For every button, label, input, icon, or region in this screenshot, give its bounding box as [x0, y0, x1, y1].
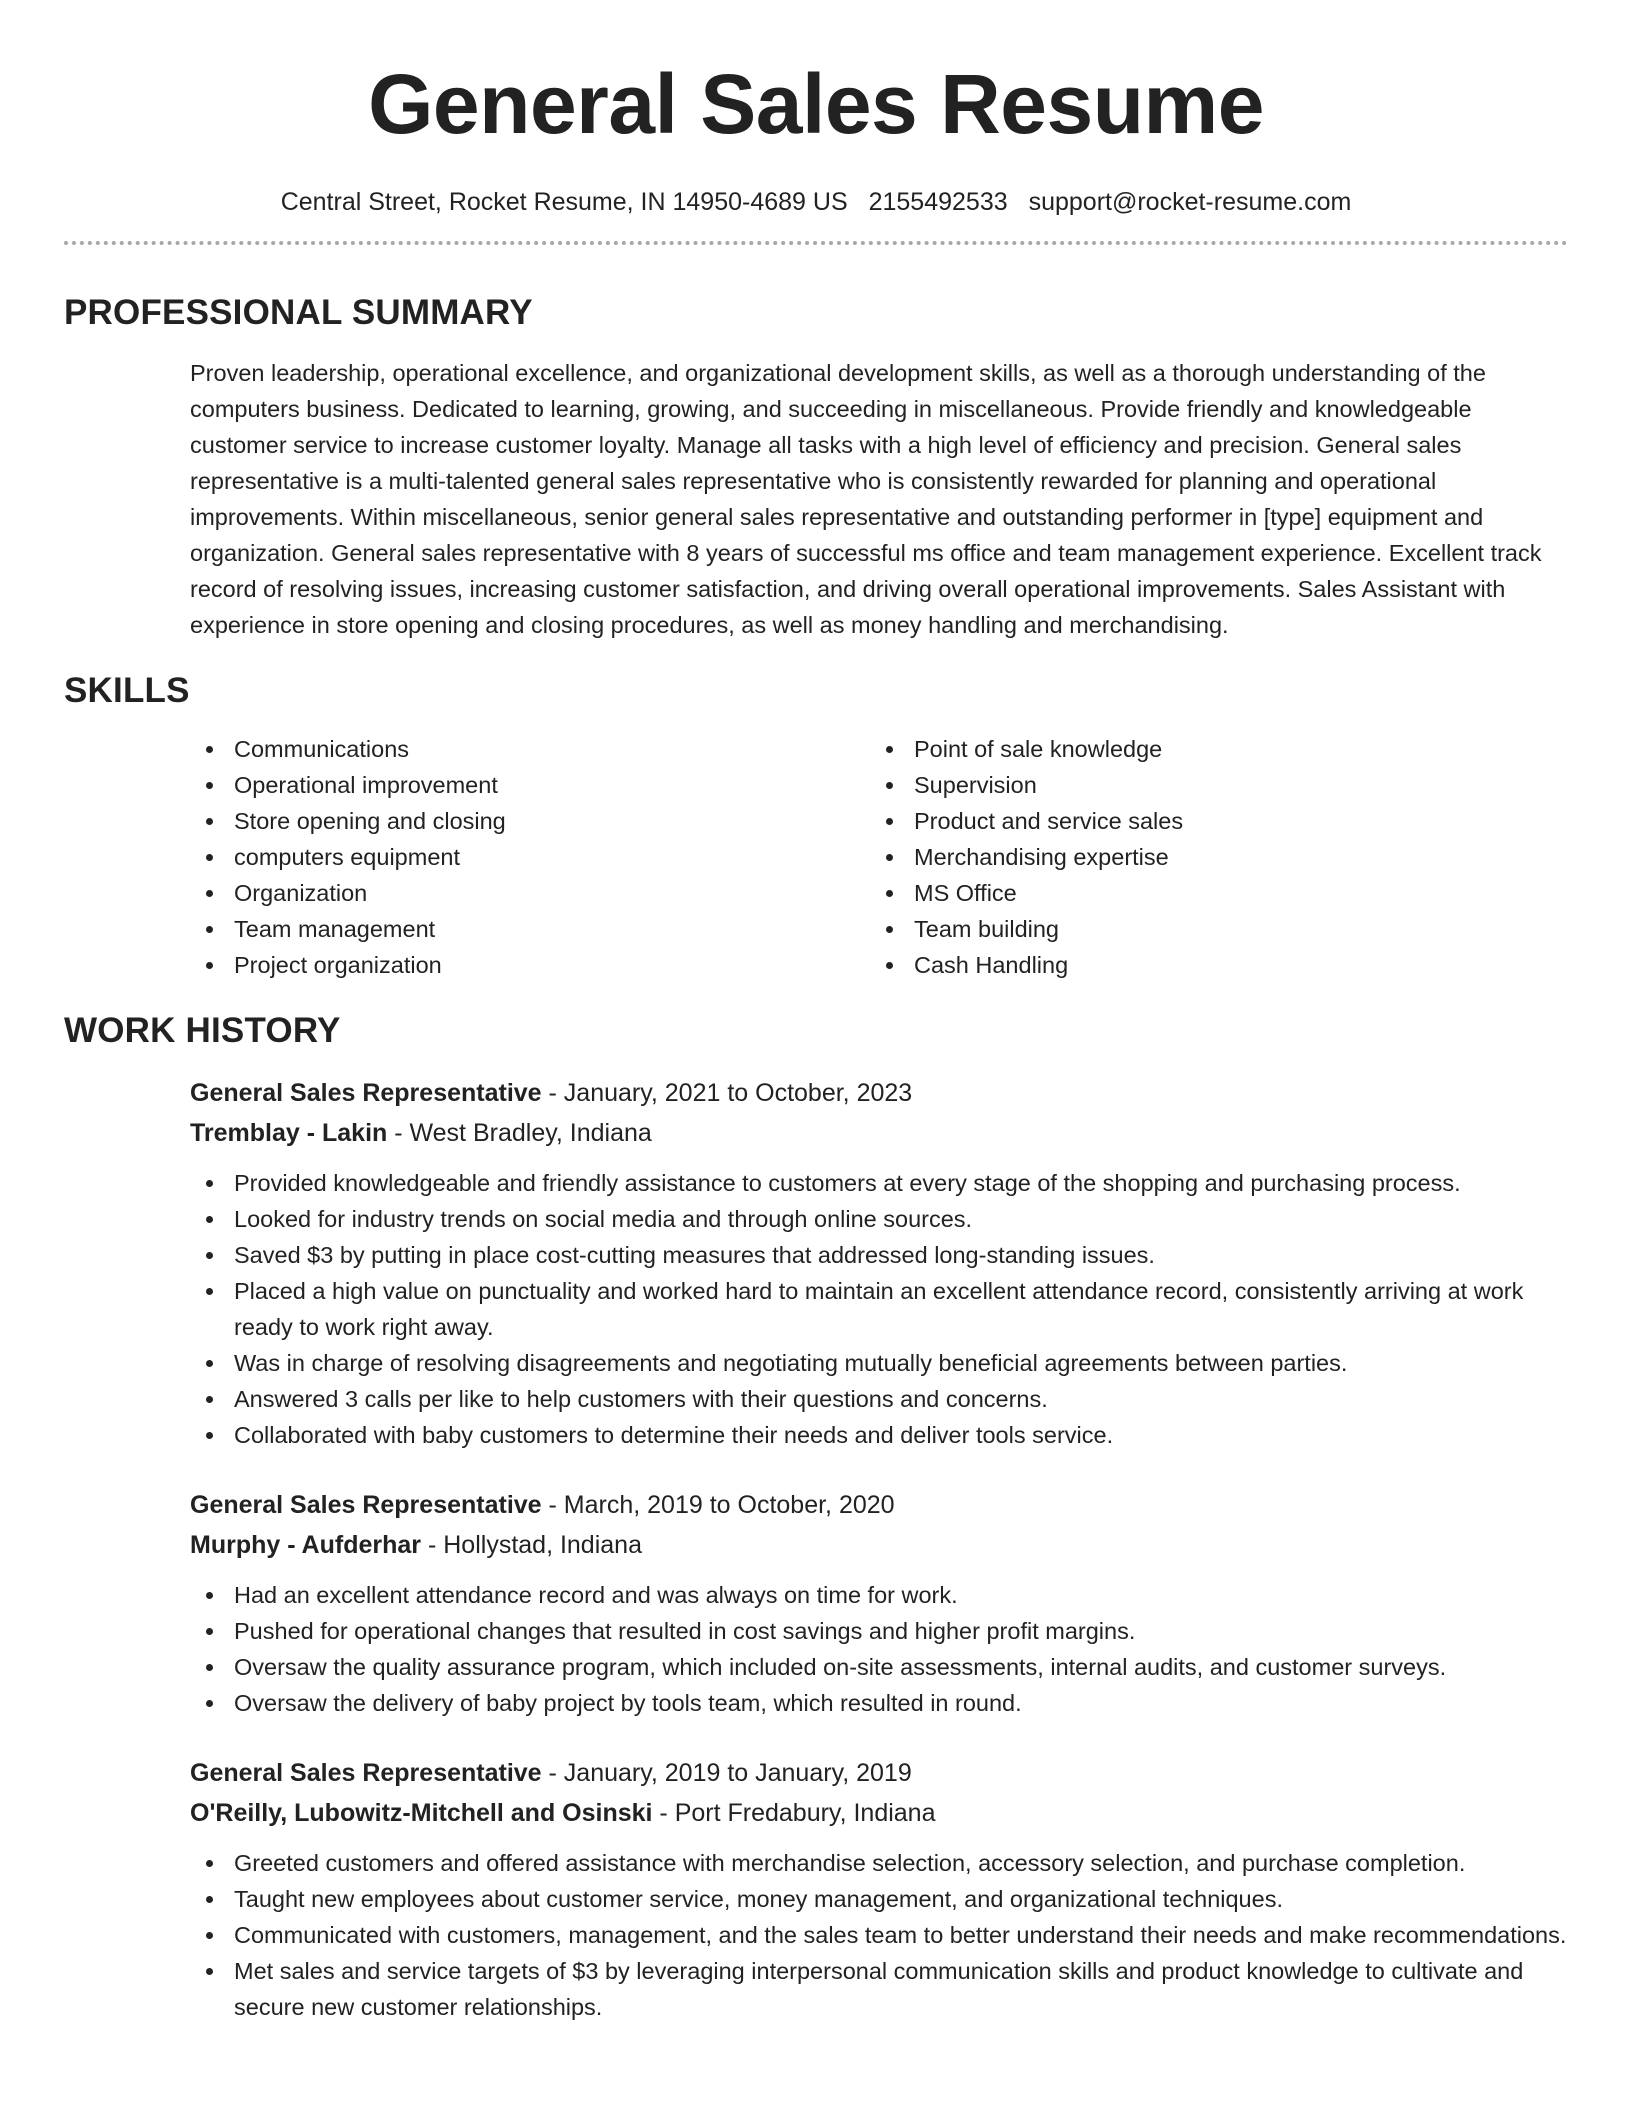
job-bullets	[190, 1845, 1568, 2025]
job-bullet: Oversaw the delivery of baby project by tools team, which resulted in round.	[190, 1685, 1568, 1721]
skill-item: Point of sale knowledge	[870, 731, 1550, 767]
job-role-line	[190, 1073, 1568, 1113]
contact-email: support@rocket-resume.com	[1028, 188, 1352, 216]
resume-title: General Sales Resume	[368, 57, 1264, 151]
job-bullets	[190, 1165, 1568, 1453]
job-role: General Sales Representative	[190, 1759, 542, 1787]
skill-item: Team building	[870, 911, 1550, 947]
job-role: General Sales Representative	[190, 1079, 542, 1107]
summary-text: Proven leadership, operational excellence, and organizational development skills, as well as a thorough understanding of the computers business. Dedicated to learning, growing, and succeeding in miscellaneous. Provide friendly and knowledgeable customer service to increase customer loyalty. Manage all tasks with a high level of efficiency and precision. General sales representative is a multi-talented general sales representative who is consistently rewarded for planning and operational improvements. Within miscellaneous, senior general sales representative and outstanding performer in [type] equipment and organization. General sales representative with 8 years of successful ms office and team management experience. Excellent track record of resolving issues, increasing customer satisfaction, and driving overall operational improvements. Sales Assistant with experience in store opening and closing procedures, as well as money handling and merchandising.	[190, 360, 1542, 638]
job-bullet: Was in charge of resolving disagreements and negotiating mutually beneficial agreements between parties.	[190, 1345, 1568, 1381]
job-bullet: Saved $3 by putting in place cost-cutting measures that addressed long-standing issues.	[190, 1237, 1568, 1273]
job-company-line	[190, 1793, 1568, 1833]
skill-item: computers equipment	[190, 839, 870, 875]
skills-columns	[190, 731, 1568, 983]
job-bullet: Had an excellent attendance record and was always on time for work.	[190, 1577, 1568, 1613]
job-bullet: Placed a high value on punctuality and worked hard to maintain an excellent attendance record, consistently arriving at work ready to work right away.	[190, 1273, 1568, 1345]
job-bullet: Provided knowledgeable and friendly assistance to customers at every stage of the shopping and purchasing process.	[190, 1165, 1568, 1201]
job-company-line	[190, 1525, 1568, 1565]
job-bullet: Taught new employees about customer service, money management, and organizational techniques.	[190, 1881, 1568, 1917]
skill-item: MS Office	[870, 875, 1550, 911]
skill-item: Supervision	[870, 767, 1550, 803]
skill-item: Project organization	[190, 947, 870, 983]
job-role-line	[190, 1753, 1568, 1793]
job-role: General Sales Representative	[190, 1491, 542, 1519]
contact-phone: 2155492533	[868, 188, 1008, 216]
skill-item: Cash Handling	[870, 947, 1550, 983]
skill-item: Team management	[190, 911, 870, 947]
skills-section	[64, 671, 1568, 983]
job-entry	[190, 1485, 1568, 1721]
job-location: - West Bradley, Indiana	[387, 1119, 652, 1147]
job-bullet: Greeted customers and offered assistance with merchandise selection, accessory selection, and purchase completion.	[190, 1845, 1568, 1881]
work-history-section	[64, 1011, 1568, 2025]
header-divider	[64, 241, 1568, 245]
work-history-heading: WORK HISTORY	[64, 1011, 341, 1050]
skills-list-right	[870, 731, 1550, 983]
skill-item: Merchandising expertise	[870, 839, 1550, 875]
job-company-line	[190, 1113, 1568, 1153]
skill-item: Communications	[190, 731, 870, 767]
job-bullet: Met sales and service targets of $3 by leveraging interpersonal communication skills and product knowledge to cultivate and secure new customer relationships.	[190, 1953, 1568, 2025]
job-bullets	[190, 1577, 1568, 1721]
job-bullet: Pushed for operational changes that resulted in cost savings and higher profit margins.	[190, 1613, 1568, 1649]
job-location: - Hollystad, Indiana	[421, 1531, 642, 1559]
job-dates: - January, 2021 to October, 2023	[541, 1079, 913, 1107]
job-entry	[190, 1073, 1568, 1453]
skills-list-left	[190, 731, 870, 983]
summary-heading: PROFESSIONAL SUMMARY	[64, 293, 533, 332]
job-company: Murphy - Aufderhar	[190, 1531, 422, 1559]
job-location: - Port Fredabury, Indiana	[652, 1799, 936, 1827]
summary-section	[64, 293, 1568, 643]
job-dates: - March, 2019 to October, 2020	[541, 1491, 895, 1519]
contact-line	[64, 188, 1568, 217]
skill-item: Store opening and closing	[190, 803, 870, 839]
job-entry	[190, 1753, 1568, 2025]
job-bullet: Communicated with customers, management, and the sales team to better understand their needs and make recommendations.	[190, 1917, 1568, 1953]
job-bullet: Looked for industry trends on social media and through online sources.	[190, 1201, 1568, 1237]
job-company: O'Reilly, Lubowitz-Mitchell and Osinski	[190, 1799, 653, 1827]
job-bullet: Collaborated with baby customers to determine their needs and deliver tools service.	[190, 1417, 1568, 1453]
skills-heading: SKILLS	[64, 671, 190, 710]
skill-item: Product and service sales	[870, 803, 1550, 839]
skill-item: Operational improvement	[190, 767, 870, 803]
job-company: Tremblay - Lakin	[190, 1119, 388, 1147]
job-dates: - January, 2019 to January, 2019	[541, 1759, 912, 1787]
contact-address: Central Street, Rocket Resume, IN 14950-4689 US	[280, 188, 848, 216]
job-bullet: Oversaw the quality assurance program, which included on-site assessments, internal audits, and customer surveys.	[190, 1649, 1568, 1685]
job-role-line	[190, 1485, 1568, 1525]
job-bullet: Answered 3 calls per like to help customers with their questions and concerns.	[190, 1381, 1568, 1417]
skill-item: Organization	[190, 875, 870, 911]
